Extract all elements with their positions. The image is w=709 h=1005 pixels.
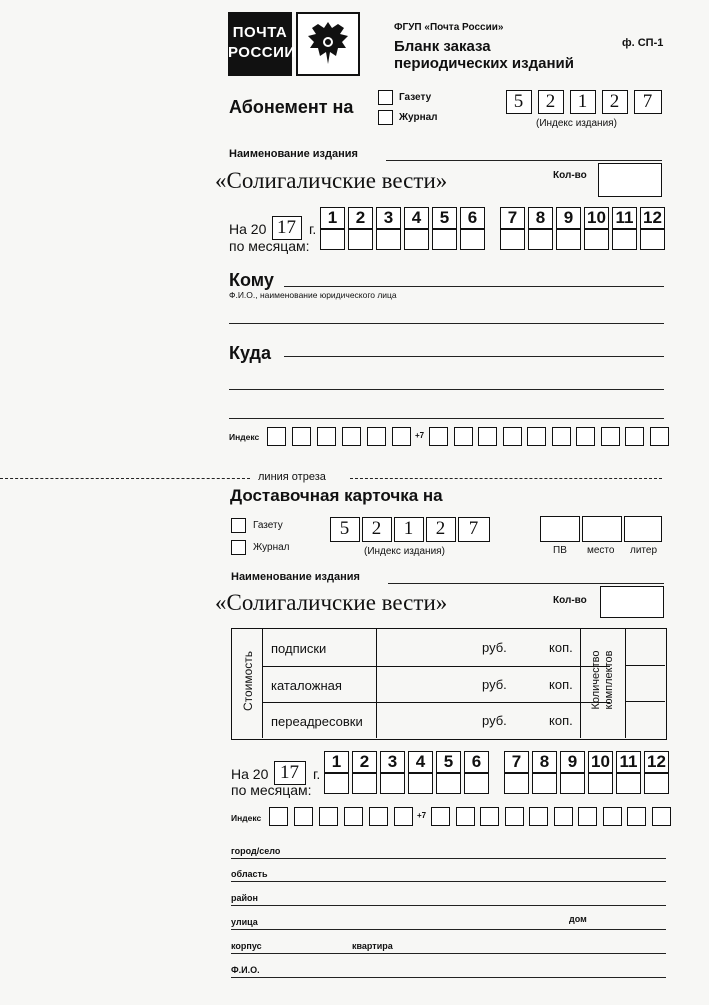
month-checkbox[interactable] bbox=[460, 229, 485, 250]
logo-text-line1: ПОЧТА bbox=[232, 24, 288, 41]
card-index-digit-box[interactable]: 5 bbox=[330, 517, 360, 542]
form-title-line1: Бланк заказа bbox=[394, 38, 491, 55]
month-checkbox[interactable] bbox=[556, 229, 581, 250]
month-number: 4 bbox=[404, 207, 429, 229]
month-number: 8 bbox=[532, 751, 557, 773]
year-suffix: г. bbox=[309, 221, 317, 237]
zip-digit-box[interactable] bbox=[392, 427, 411, 446]
where-label: Куда bbox=[229, 343, 271, 363]
month-checkbox[interactable] bbox=[532, 773, 557, 794]
months-label: по месяцам: bbox=[229, 238, 310, 254]
month-number: 5 bbox=[436, 751, 461, 773]
order-months-grid bbox=[320, 207, 664, 251]
month-checkbox[interactable] bbox=[380, 773, 405, 794]
city-label: город/село bbox=[231, 846, 281, 856]
city-line bbox=[231, 858, 666, 859]
kop-label: коп. bbox=[549, 713, 573, 728]
month-number: 9 bbox=[560, 751, 585, 773]
place-label: место bbox=[587, 545, 615, 556]
magazine-checkbox[interactable] bbox=[378, 110, 393, 125]
month-checkbox[interactable] bbox=[560, 773, 585, 794]
to-underline bbox=[284, 286, 664, 287]
zip-digit-box[interactable] bbox=[369, 807, 388, 826]
phone-prefix: +7 bbox=[415, 431, 425, 440]
cost-row-1 bbox=[262, 629, 610, 667]
kop-label: коп. bbox=[549, 677, 573, 692]
month-number: 9 bbox=[556, 207, 581, 229]
cost-row-label: подписки bbox=[271, 641, 327, 656]
card-magazine-checkbox[interactable] bbox=[231, 540, 246, 555]
phone-digit-box[interactable] bbox=[554, 807, 573, 826]
qty-field[interactable] bbox=[598, 163, 662, 197]
card-newspaper-checkbox[interactable] bbox=[231, 518, 246, 533]
phone-digit-box[interactable] bbox=[576, 427, 595, 446]
cut-line-left bbox=[0, 478, 250, 479]
house-label: дом bbox=[569, 914, 587, 924]
cost-table bbox=[231, 628, 667, 740]
zip-digit-box[interactable] bbox=[269, 807, 288, 826]
form-title-line2: периодических изданий bbox=[394, 55, 574, 72]
sets-label-cell bbox=[580, 629, 626, 738]
month-number: 1 bbox=[324, 751, 349, 773]
rub-label: руб. bbox=[482, 713, 507, 728]
org-name: ФГУП «Почта России» bbox=[394, 22, 504, 33]
month-number: 12 bbox=[640, 207, 665, 229]
phone-digit-box[interactable] bbox=[652, 807, 671, 826]
month-checkbox[interactable] bbox=[464, 773, 489, 794]
phone-digit-box[interactable] bbox=[603, 807, 622, 826]
zip-label: Индекс bbox=[229, 432, 260, 442]
month-number: 7 bbox=[504, 751, 529, 773]
cost-label: Стоимость bbox=[241, 650, 255, 712]
zip-digit-box[interactable] bbox=[344, 807, 363, 826]
building-line bbox=[231, 953, 666, 954]
district-label: район bbox=[231, 893, 258, 903]
street-line bbox=[231, 929, 666, 930]
month-checkbox[interactable] bbox=[324, 773, 349, 794]
year-field[interactable]: 17 bbox=[272, 216, 302, 240]
year-prefix: На 20 bbox=[229, 221, 267, 237]
month-checkbox[interactable] bbox=[616, 773, 641, 794]
month-number: 4 bbox=[408, 751, 433, 773]
index-digit-box[interactable]: 2 bbox=[538, 90, 564, 114]
rub-label: руб. bbox=[482, 677, 507, 692]
month-number: 6 bbox=[460, 207, 485, 229]
card-year-prefix: На 20 bbox=[231, 766, 269, 782]
card-qty-field[interactable] bbox=[600, 586, 664, 618]
month-checkbox[interactable] bbox=[408, 773, 433, 794]
magazine-label: Журнал bbox=[399, 112, 438, 123]
month-number: 10 bbox=[588, 751, 613, 773]
pub-name-underline bbox=[386, 160, 662, 161]
pub-name-value[interactable]: «Солигаличские вести» bbox=[215, 168, 448, 193]
zip-digit-box[interactable] bbox=[267, 427, 286, 446]
zip-digit-box[interactable] bbox=[317, 427, 336, 446]
zip-digit-box[interactable] bbox=[394, 807, 413, 826]
card-magazine-label: Журнал bbox=[253, 542, 290, 553]
phone-digit-box[interactable] bbox=[625, 427, 644, 446]
card-index-digit-box[interactable]: 7 bbox=[458, 517, 490, 542]
card-year-suffix: г. bbox=[313, 766, 321, 782]
cut-line-right bbox=[350, 478, 662, 479]
month-number: 7 bbox=[500, 207, 525, 229]
phone-digit-box[interactable] bbox=[529, 807, 548, 826]
where-line-2 bbox=[229, 389, 664, 390]
double-eagle-icon bbox=[298, 14, 358, 74]
month-number: 10 bbox=[584, 207, 609, 229]
kop-label: коп. bbox=[549, 640, 573, 655]
card-index-digit-box[interactable]: 1 bbox=[394, 517, 424, 542]
phone-digit-box[interactable] bbox=[650, 427, 669, 446]
month-checkbox[interactable] bbox=[352, 773, 377, 794]
card-year-field[interactable]: 17 bbox=[274, 761, 306, 785]
month-number: 1 bbox=[320, 207, 345, 229]
sets-value-cell[interactable] bbox=[625, 629, 665, 738]
phone-digit-box[interactable] bbox=[478, 427, 497, 446]
card-zip-label: Индекс bbox=[231, 813, 262, 823]
index-digit-box[interactable]: 5 bbox=[506, 90, 532, 114]
phone-digit-box[interactable] bbox=[601, 427, 620, 446]
phone-digit-box[interactable] bbox=[503, 427, 522, 446]
pv-box[interactable] bbox=[540, 516, 580, 542]
card-index-caption: (Индекс издания) bbox=[364, 546, 445, 557]
fio-line bbox=[231, 977, 666, 978]
where-underline bbox=[284, 356, 664, 357]
card-months-label: по месяцам: bbox=[231, 782, 312, 798]
month-checkbox[interactable] bbox=[500, 229, 525, 250]
cost-label-cell bbox=[232, 629, 263, 738]
phone-prefix: +7 bbox=[417, 811, 427, 820]
liter-label: литер bbox=[630, 545, 658, 556]
pub-name-label: Наименование издания bbox=[229, 148, 358, 160]
month-checkbox[interactable] bbox=[504, 773, 529, 794]
phone-digit-box[interactable] bbox=[431, 807, 450, 826]
card-pub-name-label: Наименование издания bbox=[231, 571, 360, 583]
to-line-2 bbox=[229, 323, 664, 324]
zip-digit-box[interactable] bbox=[292, 427, 311, 446]
month-number: 3 bbox=[380, 751, 405, 773]
card-months-grid bbox=[324, 751, 668, 795]
month-number: 8 bbox=[528, 207, 553, 229]
card-index-digit-box[interactable]: 2 bbox=[362, 517, 392, 542]
month-number: 2 bbox=[352, 751, 377, 773]
phone-digit-box[interactable] bbox=[429, 427, 448, 446]
cost-row-label: переадресовки bbox=[271, 714, 363, 729]
cost-row-3 bbox=[262, 702, 610, 738]
card-pub-name-value[interactable]: «Солигаличские вести» bbox=[215, 590, 448, 615]
month-number: 12 bbox=[644, 751, 669, 773]
liter-box[interactable] bbox=[624, 516, 662, 542]
month-checkbox[interactable] bbox=[376, 229, 401, 250]
month-checkbox[interactable] bbox=[528, 229, 553, 250]
zip-digit-box[interactable] bbox=[294, 807, 313, 826]
card-index-digit-box[interactable]: 2 bbox=[426, 517, 456, 542]
phone-digit-box[interactable] bbox=[456, 807, 475, 826]
index-caption: (Индекс издания) bbox=[536, 118, 617, 129]
district-line bbox=[231, 905, 666, 906]
newspaper-checkbox[interactable] bbox=[378, 90, 393, 105]
subscription-label: Абонемент на bbox=[229, 97, 354, 117]
cost-row-label: каталожная bbox=[271, 678, 342, 693]
sets-label: Количество комплектов bbox=[590, 650, 615, 710]
logo-text-line2: РОССИИ bbox=[228, 44, 296, 61]
index-digit-box[interactable]: 7 bbox=[634, 90, 662, 114]
region-label: область bbox=[231, 869, 268, 879]
month-number: 6 bbox=[464, 751, 489, 773]
month-checkbox[interactable] bbox=[436, 773, 461, 794]
phone-digit-box[interactable] bbox=[552, 427, 571, 446]
cut-line-label: линия отреза bbox=[258, 471, 326, 483]
place-box[interactable] bbox=[582, 516, 622, 542]
post-logo bbox=[228, 12, 296, 76]
month-checkbox[interactable] bbox=[404, 229, 429, 250]
month-number: 11 bbox=[612, 207, 637, 229]
month-checkbox[interactable] bbox=[320, 229, 345, 250]
to-label: Кому bbox=[229, 270, 274, 290]
month-checkbox[interactable] bbox=[612, 229, 637, 250]
apartment-label: квартира bbox=[352, 941, 393, 951]
region-line bbox=[231, 881, 666, 882]
pv-label: ПВ bbox=[553, 545, 567, 556]
phone-digit-box[interactable] bbox=[527, 427, 546, 446]
month-checkbox[interactable] bbox=[348, 229, 373, 250]
newspaper-label: Газету bbox=[399, 92, 432, 103]
zip-digit-box[interactable] bbox=[319, 807, 338, 826]
card-qty-label: Кол-во bbox=[553, 595, 587, 606]
month-number: 3 bbox=[376, 207, 401, 229]
index-digit-box[interactable]: 1 bbox=[570, 90, 596, 114]
form-code: ф. СП-1 bbox=[622, 37, 664, 49]
qty-label: Кол-во bbox=[553, 170, 587, 181]
eagle-emblem bbox=[296, 12, 360, 76]
fio-label: Ф.И.О. bbox=[231, 965, 260, 975]
cost-row-2 bbox=[262, 666, 610, 703]
month-checkbox[interactable] bbox=[644, 773, 669, 794]
month-checkbox[interactable] bbox=[588, 773, 613, 794]
month-checkbox[interactable] bbox=[584, 229, 609, 250]
month-number: 11 bbox=[616, 751, 641, 773]
card-title: Доставочная карточка на bbox=[230, 486, 443, 505]
month-checkbox[interactable] bbox=[432, 229, 457, 250]
phone-digit-box[interactable] bbox=[505, 807, 524, 826]
building-label: корпус bbox=[231, 941, 262, 951]
order-zip-boxes bbox=[267, 427, 667, 447]
street-label: улица bbox=[231, 917, 258, 927]
month-checkbox[interactable] bbox=[640, 229, 665, 250]
card-zip-boxes bbox=[269, 807, 669, 828]
index-digit-box[interactable]: 2 bbox=[602, 90, 628, 114]
rub-label: руб. bbox=[482, 640, 507, 655]
card-newspaper-label: Газету bbox=[253, 520, 283, 531]
where-line-3 bbox=[229, 418, 664, 419]
to-caption: Ф.И.О., наименование юридического лица bbox=[229, 290, 397, 300]
zip-digit-box[interactable] bbox=[342, 427, 361, 446]
phone-digit-box[interactable] bbox=[480, 807, 499, 826]
month-number: 2 bbox=[348, 207, 373, 229]
card-pub-name-underline bbox=[388, 583, 664, 584]
phone-digit-box[interactable] bbox=[454, 427, 473, 446]
phone-digit-box[interactable] bbox=[627, 807, 646, 826]
phone-digit-box[interactable] bbox=[578, 807, 597, 826]
month-number: 5 bbox=[432, 207, 457, 229]
zip-digit-box[interactable] bbox=[367, 427, 386, 446]
